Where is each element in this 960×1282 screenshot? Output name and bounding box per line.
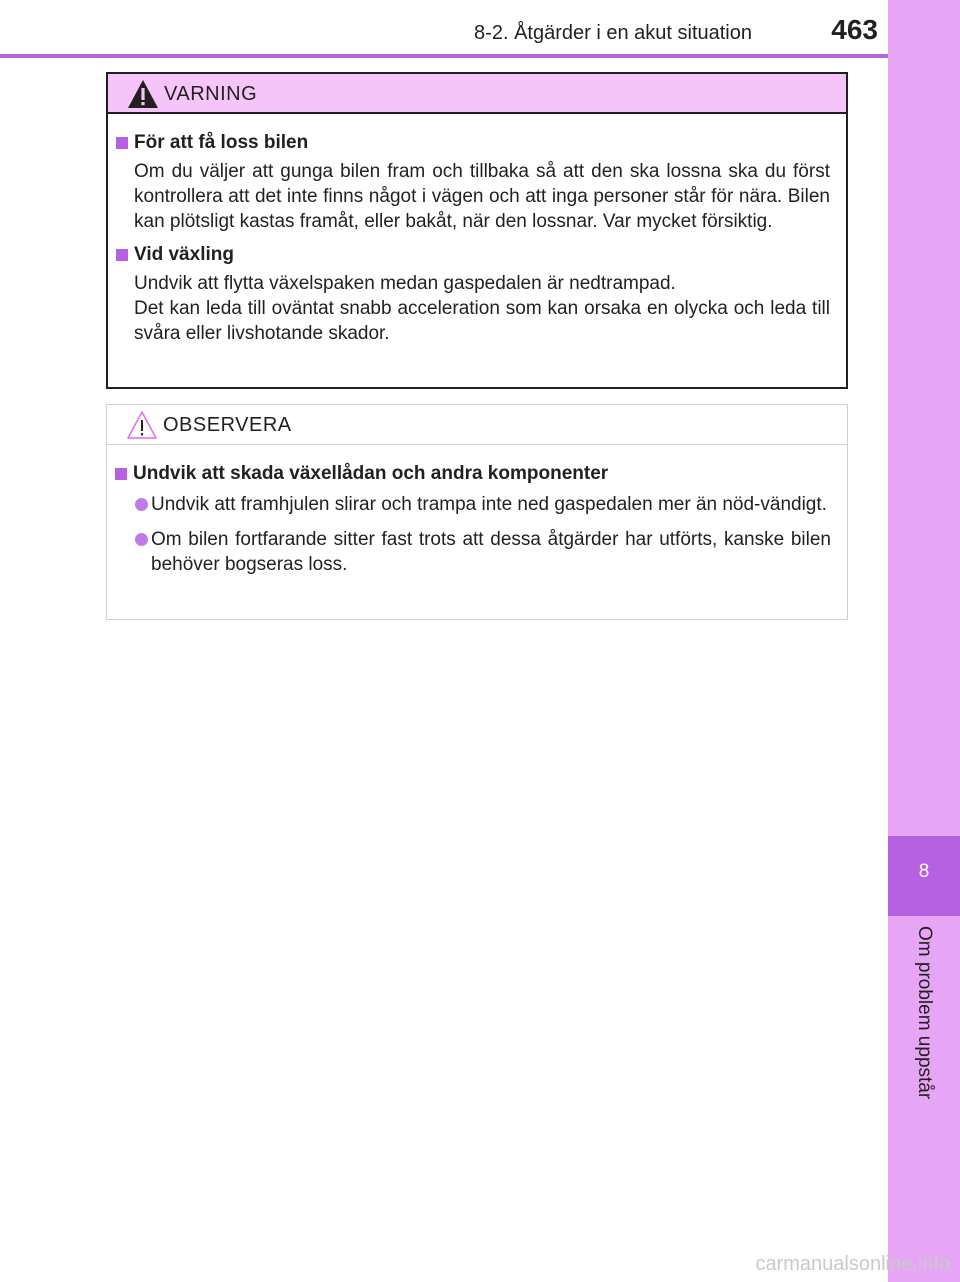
warning-triangle-filled-icon: [126, 78, 160, 110]
warning-item-title: [114, 131, 830, 155]
square-bullet-icon: [115, 468, 127, 480]
page-header: [0, 0, 888, 58]
page-number: 463: [831, 14, 878, 45]
chapter-label-container: [888, 926, 960, 1126]
watermark: carmanualsonline.info: [755, 1253, 950, 1275]
header-divider: [0, 54, 888, 58]
notice-body: [107, 445, 847, 577]
caution-triangle-outline-icon: [125, 409, 159, 441]
chapter-number: 8: [918, 861, 930, 882]
square-bullet-icon: [116, 249, 128, 261]
warning-paragraph: Undvik att flytta växelspaken medan gaspedalen är nedtrampad.: [134, 273, 676, 294]
square-bullet-icon: [116, 137, 128, 149]
notice-bullet: [113, 492, 831, 517]
chapter-title: Om problem uppstår: [914, 926, 935, 1100]
warning-box: [106, 72, 848, 389]
warning-item-title: [114, 243, 830, 267]
warning-item-title-text: Vid växling: [134, 244, 234, 265]
notice-bullet: [113, 527, 831, 577]
notice-item-title-text: Undvik att skada växellådan och andra komponenter: [133, 463, 609, 484]
notice-header: [107, 405, 847, 445]
warning-paragraph: Om du väljer att gunga bilen fram och tillbaka så att den ska lossna ska du först kontrollera att det inte finns något i vägen och att inga personer står för nära. Bilen kan plötsligt kastas framåt, eller bakåt, när den lossnar. Var mycket försiktig.: [134, 161, 830, 232]
notice-item-title: [113, 462, 831, 486]
round-bullet-icon: [135, 533, 148, 546]
section-title: 8-2. Åtgärder i en akut situation: [474, 22, 752, 44]
round-bullet-icon: [135, 498, 148, 511]
warning-body: [108, 114, 846, 346]
warning-header: [108, 74, 846, 114]
chapter-tab[interactable]: [888, 836, 960, 916]
warning-item-title-text: För att få loss bilen: [134, 132, 309, 153]
warning-label: VARNING: [164, 83, 258, 105]
warning-paragraph: Det kan leda till oväntat snabb acceleration som kan orsaka en olycka och leda till svåra eller livshotande skador.: [134, 298, 830, 344]
notice-label: OBSERVERA: [163, 414, 292, 436]
notice-bullet-text: Undvik att framhjulen slirar och trampa inte ned gaspedalen mer än nöd-vändigt.: [151, 494, 827, 515]
notice-bullet-text: Om bilen fortfarande sitter fast trots att dessa åtgärder har utförts, kanske bilen behöver bogseras loss.: [151, 529, 831, 575]
notice-box: [106, 404, 848, 620]
